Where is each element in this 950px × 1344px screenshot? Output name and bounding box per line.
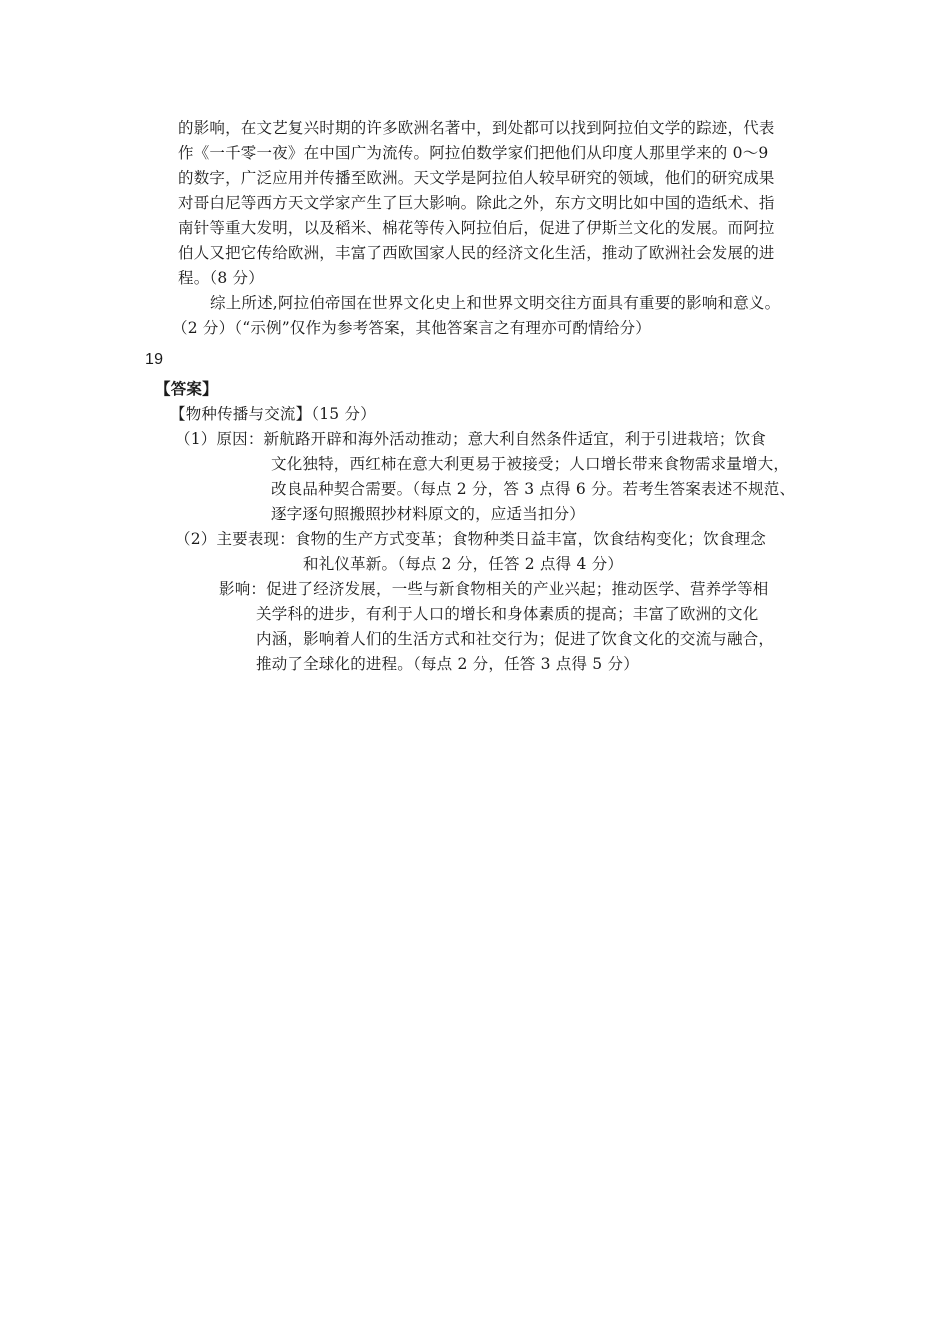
answer-label: 【答案】 xyxy=(155,379,218,398)
answer-line: 推动了全球化的进程。（每点 2 分，任答 3 点得 5 分） xyxy=(256,655,639,673)
summary-line: 综上所述,阿拉伯帝国在世界文化史上和世界文明交往方面具有重要的影响和意义。 xyxy=(210,294,781,312)
answer-line: （2）主要表现：食物的生产方式变革；食物种类日益丰富，饮食结构变化；饮食理念 xyxy=(175,530,766,548)
question-number: 19 xyxy=(145,351,164,368)
paragraph-line: 的数字，广泛应用并传播至欧洲。天文学是阿拉伯人较早研究的领域，他们的研究成果 xyxy=(178,169,775,187)
answer-line: 逐字逐句照搬照抄材料原文的，应适当扣分） xyxy=(271,505,586,523)
answer-line: 关学科的进步，有利于人口的增长和身体素质的提高；丰富了欧洲的文化 xyxy=(256,605,759,623)
topic-heading: 【物种传播与交流】（15 分） xyxy=(170,405,376,423)
answer-line: 和礼仪革新。（每点 2 分，任答 2 点得 4 分） xyxy=(303,555,624,573)
summary-line: （2 分）（“示例”仅作为参考答案，其他答案言之有理亦可酌情给分） xyxy=(172,319,651,337)
paragraph-line: 作《一千零一夜》在中国广为流传。阿拉伯数学家们把他们从印度人那里学来的 0～9 xyxy=(178,144,769,162)
answer-line: 影响：促进了经济发展，一些与新食物相关的产业兴起；推动医学、营养学等相 xyxy=(219,580,769,598)
paragraph-line: 伯人又把它传给欧洲，丰富了西欧国家人民的经济文化生活，推动了欧洲社会发展的进 xyxy=(178,244,775,262)
answer-line: 文化独特，西红柿在意大利更易于被接受；人口增长带来食物需求量增大， xyxy=(271,455,790,473)
paragraph-line: 南针等重大发明，以及稻米、棉花等传入阿拉伯后，促进了伊斯兰文化的发展。而阿拉 xyxy=(178,219,775,237)
answer-line: 内涵，影响着人们的生活方式和社交行为；促进了饮食文化的交流与融合， xyxy=(256,630,775,648)
paragraph-line: 程。（8 分） xyxy=(178,269,264,287)
answer-line: （1）原因：新航路开辟和海外活动推动；意大利自然条件适宜，利于引进栽培；饮食 xyxy=(175,430,766,448)
paragraph-line: 的影响，在文艺复兴时期的许多欧洲名著中，到处都可以找到阿拉伯文学的踪迹，代表 xyxy=(178,119,775,137)
paragraph-line: 对哥白尼等西方天文学家产生了巨大影响。除此之外，东方文明比如中国的造纸术、指 xyxy=(178,194,775,212)
answer-line: 改良品种契合需要。（每点 2 分，答 3 点得 6 分。若考生答案表述不规范、 xyxy=(271,480,796,498)
